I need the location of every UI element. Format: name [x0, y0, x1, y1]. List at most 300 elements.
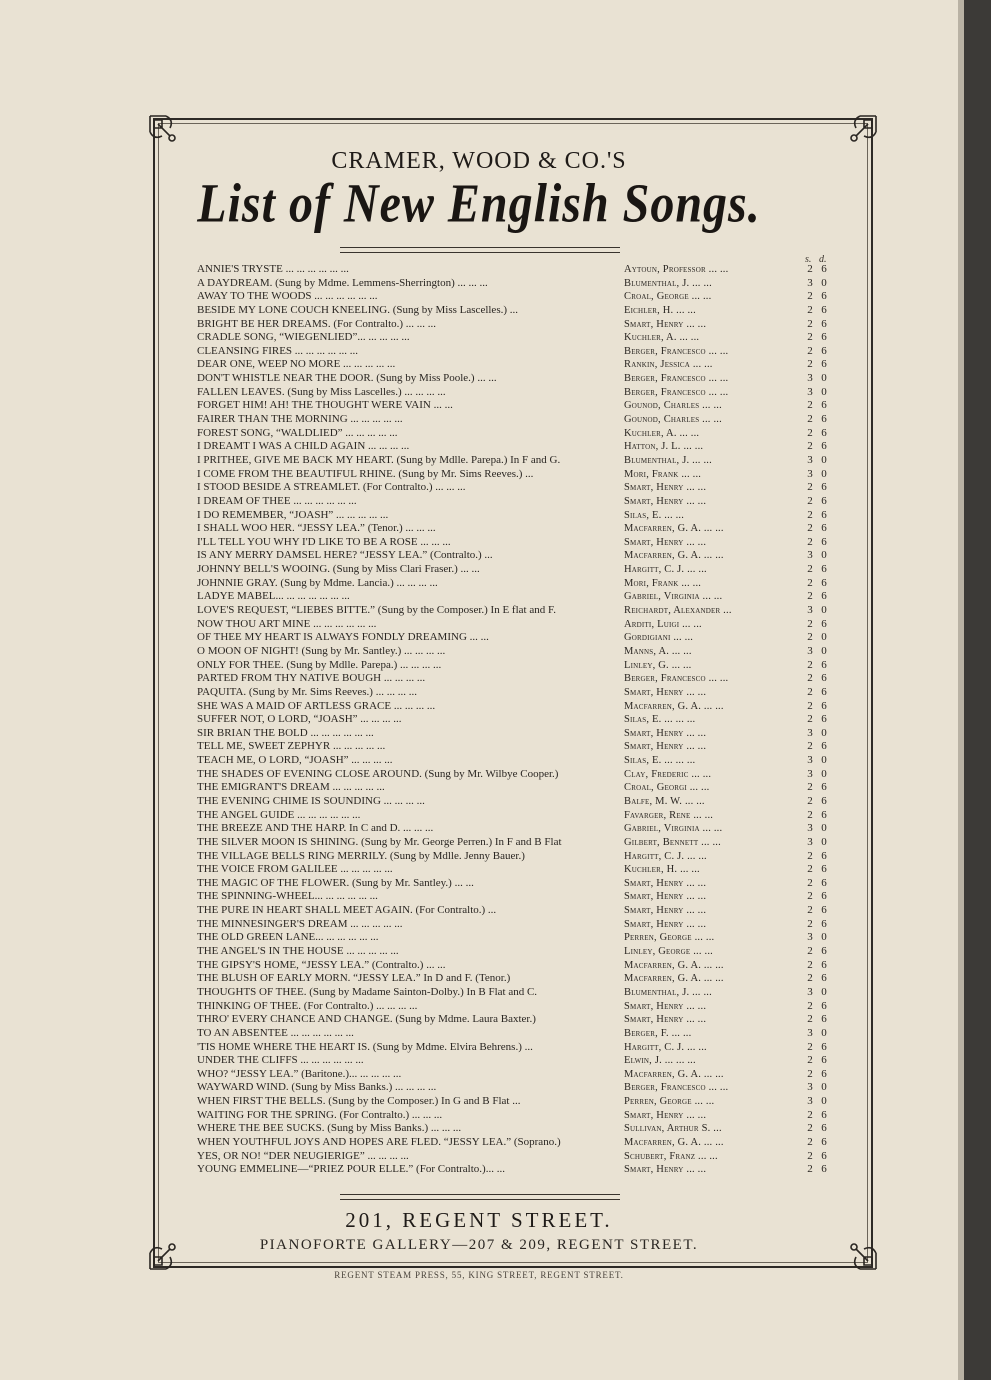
- price-shillings: 2: [807, 713, 813, 726]
- price-pence: 6: [821, 1040, 827, 1053]
- price-shillings: 2: [807, 945, 813, 958]
- song-title: THE GIPSY'S HOME, “JESSY LEA.” (Contralto.) ... ...: [197, 958, 446, 971]
- price-pence: 0: [821, 1095, 827, 1108]
- song-composer: Sullivan, Arthur S. ...: [624, 1123, 722, 1135]
- song-composer: Blumenthal, J. ... ...: [624, 277, 712, 289]
- song-composer: Rankin, Jessica ... ...: [624, 359, 713, 371]
- song-row: [197, 904, 837, 918]
- song-title: TELL ME, SWEET ZEPHYR ... ... ... ... ...: [197, 740, 386, 753]
- song-list: [197, 263, 837, 1177]
- song-row: [197, 263, 837, 277]
- song-title: PARTED FROM THY NATIVE BOUGH ... ... ... ...: [197, 672, 426, 685]
- song-row: [197, 468, 837, 482]
- song-title: UNDER THE CLIFFS ... ... ... ... ... ...: [197, 1054, 364, 1067]
- song-title: WHERE THE BEE SUCKS. (Sung by Miss Banks.) ... ... ...: [197, 1122, 462, 1135]
- price-shillings: 3: [807, 726, 813, 739]
- song-title: TO AN ABSENTEE ... ... ... ... ... ...: [197, 1026, 354, 1039]
- song-title: THE BREEZE AND THE HARP. In C and D. ... ... ...: [197, 822, 434, 835]
- price-shillings: 2: [807, 1054, 813, 1067]
- song-composer: Arditi, Luigi ... ...: [624, 618, 702, 630]
- song-composer: Smart, Henry ... ...: [624, 905, 707, 917]
- song-title: FALLEN LEAVES. (Sung by Miss Lascelles.) ... ... ... ...: [197, 385, 446, 398]
- song-row: [197, 618, 837, 632]
- song-title: WHEN FIRST THE BELLS. (Sung by the Composer.) In G and B Flat ...: [197, 1095, 521, 1108]
- song-row: [197, 972, 837, 986]
- song-composer: Smart, Henry ... ...: [624, 891, 707, 903]
- song-row: [197, 1027, 837, 1041]
- price-shillings: 2: [807, 917, 813, 930]
- song-title: SIR BRIAN THE BOLD ... ... ... ... ... ...: [197, 726, 374, 739]
- song-composer: Smart, Henry ... ...: [624, 727, 707, 739]
- song-row: [197, 959, 837, 973]
- price-pence: 0: [821, 767, 827, 780]
- song-composer: Silas, E. ... ...: [624, 509, 685, 521]
- song-composer: Perren, George ... ...: [624, 932, 715, 944]
- song-title: SHE WAS A MAID OF ARTLESS GRACE ... ... ... ...: [197, 699, 436, 712]
- song-composer: Blumenthal, J. ... ...: [624, 454, 712, 466]
- corner-ornament-top-right: [844, 112, 880, 148]
- price-pence: 6: [821, 1013, 827, 1026]
- song-title: DEAR ONE, WEEP NO MORE ... ... ... ... ...: [197, 358, 396, 371]
- price-shillings: 2: [807, 1108, 813, 1121]
- bottom-rule: [340, 1194, 620, 1200]
- price-pence: 6: [821, 876, 827, 889]
- price-pence: 6: [821, 290, 827, 303]
- price-pence: 6: [821, 358, 827, 371]
- song-title: 'TIS HOME WHERE THE HEART IS. (Sung by Mdme. Elvira Behrens.) ...: [197, 1040, 533, 1053]
- song-composer: Schubert, Franz ... ...: [624, 1150, 718, 1162]
- price-shillings: 2: [807, 303, 813, 316]
- price-pence: 6: [821, 672, 827, 685]
- price-shillings: 2: [807, 890, 813, 903]
- song-row: [197, 1109, 837, 1123]
- song-title: CLEANSING FIRES ... ... ... ... ... ...: [197, 344, 359, 357]
- song-composer: Gounod, Charles ... ...: [624, 414, 722, 426]
- song-composer: Gilbert, Bennett ... ...: [624, 836, 721, 848]
- song-composer: Gabriel, Virginia ... ...: [624, 823, 723, 835]
- song-composer: Berger, Francesco ... ...: [624, 673, 729, 685]
- price-shillings: 2: [807, 413, 813, 426]
- price-shillings: 2: [807, 699, 813, 712]
- song-row: [197, 509, 837, 523]
- song-composer: Perren, George ... ...: [624, 1096, 715, 1108]
- price-pence: 6: [821, 1054, 827, 1067]
- song-title: SUFFER NOT, O LORD, “JOASH” ... ... ... ...: [197, 713, 402, 726]
- price-pence: 6: [821, 713, 827, 726]
- song-row: [197, 945, 837, 959]
- price-shillings: 2: [807, 263, 813, 275]
- price-shillings: 2: [807, 794, 813, 807]
- price-pence: 0: [821, 1081, 827, 1094]
- song-row: [197, 577, 837, 591]
- song-composer: Blumenthal, J. ... ...: [624, 986, 712, 998]
- price-pence: 6: [821, 1108, 827, 1121]
- song-row: [197, 1122, 837, 1136]
- song-title: WHO? “JESSY LEA.” (Baritone.)... ... ... ... ...: [197, 1067, 402, 1080]
- song-composer: Macfarren, G. A. ... ...: [624, 1068, 724, 1080]
- song-title: WAYWARD WIND. (Sung by Miss Banks.) ... ... ... ...: [197, 1081, 437, 1094]
- price-pence: 6: [821, 563, 827, 576]
- price-shillings: 3: [807, 822, 813, 835]
- price-pence: 6: [821, 440, 827, 453]
- price-pence: 6: [821, 863, 827, 876]
- song-row: [197, 740, 837, 754]
- song-composer: Smart, Henry ... ...: [624, 1109, 707, 1121]
- price-shillings: 3: [807, 549, 813, 562]
- price-pence: 0: [821, 631, 827, 644]
- song-title: FORGET HIM! AH! THE THOUGHT WERE VAIN ... ...: [197, 399, 453, 412]
- song-composer: Eichler, H. ... ...: [624, 304, 696, 316]
- price-shillings: 2: [807, 1013, 813, 1026]
- song-row: [197, 1013, 837, 1027]
- price-shillings: 3: [807, 767, 813, 780]
- price-shillings: 2: [807, 290, 813, 303]
- price-shillings: 3: [807, 1081, 813, 1094]
- song-row: [197, 1054, 837, 1068]
- price-shillings: 2: [807, 440, 813, 453]
- price-pence: 0: [821, 372, 827, 385]
- song-composer: Smart, Henry ... ...: [624, 1164, 707, 1176]
- price-shillings: 2: [807, 958, 813, 971]
- song-title: THE SHADES OF EVENING CLOSE AROUND. (Sung by Mr. Wilbye Cooper.): [197, 767, 559, 780]
- price-shillings: 2: [807, 631, 813, 644]
- song-title: I PRITHEE, GIVE ME BACK MY HEART. (Sung by Mdlle. Parepa.) In F and G.: [197, 453, 561, 466]
- song-composer: Smart, Henry ... ...: [624, 482, 707, 494]
- price-shillings: 2: [807, 1136, 813, 1148]
- price-pence: 6: [821, 303, 827, 316]
- song-composer: Silas, E. ... ... ...: [624, 714, 696, 726]
- price-pence: 6: [821, 331, 827, 344]
- song-title: WHEN YOUTHFUL JOYS AND HOPES ARE FLED. “JESSY LEA.” (Soprano.): [197, 1136, 561, 1148]
- price-pence: 6: [821, 740, 827, 753]
- song-composer: Macfarren, G. A. ... ...: [624, 973, 724, 985]
- price-pence: 0: [821, 835, 827, 848]
- song-title: I COME FROM THE BEAUTIFUL RHINE. (Sung by Mr. Sims Reeves.) ...: [197, 467, 534, 480]
- song-composer: Smart, Henry ... ...: [624, 918, 707, 930]
- song-row: [197, 304, 837, 318]
- price-pence: 6: [821, 1163, 827, 1176]
- price-shillings: 3: [807, 931, 813, 944]
- price-pence: 6: [821, 413, 827, 426]
- song-row: [197, 345, 837, 359]
- price-pence: 6: [821, 794, 827, 807]
- song-title: THE ANGEL GUIDE ... ... ... ... ... ...: [197, 808, 361, 821]
- song-title: YES, OR NO! “DER NEUGIERIGE” ... ... ... ...: [197, 1149, 409, 1162]
- song-title: LOVE'S REQUEST, “LIEBES BITTE.” (Sung by the Composer.) In E flat and F.: [197, 604, 556, 617]
- song-title: NOW THOU ART MINE ... ... ... ... ... ...: [197, 617, 377, 630]
- song-row: [197, 700, 837, 714]
- song-composer: Croal, Georgi ... ...: [624, 782, 710, 794]
- price-pence: 0: [821, 385, 827, 398]
- song-row: [197, 1068, 837, 1082]
- price-pence: 6: [821, 1136, 827, 1148]
- song-row: [197, 986, 837, 1000]
- song-composer: Hargitt, C. J. ... ...: [624, 1041, 707, 1053]
- song-row: [197, 454, 837, 468]
- price-pence: 6: [821, 590, 827, 603]
- price-shillings: 2: [807, 522, 813, 535]
- price-shillings: 2: [807, 808, 813, 821]
- song-title: AWAY TO THE WOODS ... ... ... ... ... ...: [197, 290, 378, 303]
- song-composer: Smart, Henry ... ...: [624, 1014, 707, 1026]
- song-composer: Linley, George ... ...: [624, 946, 713, 958]
- price-shillings: 2: [807, 494, 813, 507]
- song-row: [197, 372, 837, 386]
- song-title: I'LL TELL YOU WHY I'D LIKE TO BE A ROSE ... ... ...: [197, 535, 451, 548]
- song-row: [197, 290, 837, 304]
- price-shillings: 3: [807, 754, 813, 767]
- song-row: [197, 481, 837, 495]
- song-composer: Berger, Francesco ... ...: [624, 386, 729, 398]
- price-shillings: 2: [807, 1149, 813, 1162]
- song-title: A DAYDREAM. (Sung by Mdme. Lemmens-Sherrington) ... ... ...: [197, 276, 488, 289]
- song-title: THE VILLAGE BELLS RING MERRILY. (Sung by Mdlle. Jenny Bauer.): [197, 849, 525, 862]
- price-pence: 6: [821, 535, 827, 548]
- price-pence: 0: [821, 604, 827, 617]
- song-composer: Gounod, Charles ... ...: [624, 400, 722, 412]
- song-composer: Smart, Henry ... ...: [624, 741, 707, 753]
- song-composer: Hatton, J. L. ... ...: [624, 441, 704, 453]
- song-row: [197, 877, 837, 891]
- song-title: THE EMIGRANT'S DREAM ... ... ... ... ...: [197, 781, 385, 794]
- song-title: O MOON OF NIGHT! (Sung by Mr. Santley.) ... ... ... ...: [197, 644, 446, 657]
- price-shillings: 3: [807, 453, 813, 466]
- song-row: [197, 686, 837, 700]
- price-pence: 6: [821, 1149, 827, 1162]
- song-composer: Gabriel, Virginia ... ...: [624, 591, 723, 603]
- price-pence: 6: [821, 699, 827, 712]
- price-pence: 6: [821, 508, 827, 521]
- song-row: [197, 863, 837, 877]
- song-title: OF THEE MY HEART IS ALWAYS FONDLY DREAMING ... ...: [197, 631, 489, 644]
- price-pence: 6: [821, 999, 827, 1012]
- song-title: THOUGHTS OF THEE. (Sung by Madame Sainton-Dolby.) In B Flat and C.: [197, 985, 538, 998]
- song-row: [197, 1163, 837, 1177]
- song-composer: Linley, G. ... ...: [624, 659, 692, 671]
- song-composer: Berger, Francesco ... ...: [624, 373, 729, 385]
- price-shillings: 3: [807, 467, 813, 480]
- song-title: BESIDE MY LONE COUCH KNEELING. (Sung by Miss Lascelles.) ...: [197, 303, 519, 316]
- song-row: [197, 522, 837, 536]
- song-row: [197, 795, 837, 809]
- printer-imprint: REGENT STEAM PRESS, 55, KING STREET, REGENT STREET.: [334, 1270, 624, 1280]
- song-composer: Smart, Henry ... ...: [624, 495, 707, 507]
- song-row: [197, 358, 837, 372]
- song-title: CRADLE SONG, “WIEGENLIED”... ... ... ... ...: [197, 331, 410, 344]
- song-composer: Kuchler, A. ... ...: [624, 427, 700, 439]
- song-title: THE SPINNING-WHEEL... ... ... ... ... ...: [197, 890, 378, 903]
- price-pence: 6: [821, 917, 827, 930]
- song-composer: Macfarren, G. A. ... ...: [624, 959, 724, 971]
- song-composer: Silas, E. ... ... ...: [624, 755, 696, 767]
- song-row: [197, 386, 837, 400]
- song-row: [197, 549, 837, 563]
- price-shillings: 2: [807, 999, 813, 1012]
- shillings-header: s.: [805, 254, 812, 265]
- song-row: [197, 331, 837, 345]
- song-composer: Croal, George ... ...: [624, 291, 712, 303]
- price-shillings: 2: [807, 399, 813, 412]
- song-title: I SHALL WOO HER. “JESSY LEA.” (Tenor.) ... ... ...: [197, 522, 436, 535]
- price-pence: 6: [821, 317, 827, 330]
- price-shillings: 2: [807, 972, 813, 985]
- song-composer: Hargitt, C. J. ... ...: [624, 564, 707, 576]
- song-row: [197, 1000, 837, 1014]
- price-pence: 6: [821, 399, 827, 412]
- song-row: [197, 822, 837, 836]
- price-pence: 6: [821, 576, 827, 589]
- address: 201, REGENT STREET.: [345, 1208, 613, 1232]
- price-shillings: 2: [807, 849, 813, 862]
- price-shillings: 2: [807, 344, 813, 357]
- price-pence: 6: [821, 808, 827, 821]
- song-composer: Reichardt, Alexander ...: [624, 605, 732, 617]
- song-title: WAITING FOR THE SPRING. (For Contralto.) ... ... ...: [197, 1108, 443, 1121]
- price-pence: 6: [821, 344, 827, 357]
- song-row: [197, 659, 837, 673]
- price-shillings: 2: [807, 672, 813, 685]
- price-shillings: 2: [807, 331, 813, 344]
- song-row: [197, 809, 837, 823]
- price-pence: 6: [821, 522, 827, 535]
- song-title: THE MAGIC OF THE FLOWER. (Sung by Mr. Santley.) ... ...: [197, 876, 474, 889]
- price-pence: 6: [821, 890, 827, 903]
- song-composer: Berger, F. ... ...: [624, 1027, 692, 1039]
- song-row: [197, 836, 837, 850]
- price-pence: 6: [821, 494, 827, 507]
- song-composer: Hargitt, C. J. ... ...: [624, 850, 707, 862]
- song-title: THE VOICE FROM GALILEE ... ... ... ... ...: [197, 863, 393, 876]
- price-shillings: 2: [807, 590, 813, 603]
- song-composer: Balfe, M. W. ... ...: [624, 795, 705, 807]
- song-composer: Mori, Frank ... ...: [624, 468, 702, 480]
- song-composer: Manns, A. ... ...: [624, 645, 692, 657]
- song-title: IS ANY MERRY DAMSEL HERE? “JESSY LEA.” (Contralto.) ...: [197, 549, 493, 562]
- song-row: [197, 713, 837, 727]
- price-shillings: 2: [807, 1040, 813, 1053]
- price-pence: 6: [821, 481, 827, 494]
- song-title: ANNIE'S TRYSTE ... ... ... ... ... ...: [197, 263, 349, 275]
- price-shillings: 2: [807, 1163, 813, 1176]
- price-pence: 6: [821, 904, 827, 917]
- song-title: THRO' EVERY CHANCE AND CHANGE. (Sung by Mdme. Laura Baxter.): [197, 1013, 536, 1026]
- corner-ornament-top-left: [146, 112, 182, 148]
- price-pence: 0: [821, 931, 827, 944]
- song-title: THE MINNESINGER'S DREAM ... ... ... ... ...: [197, 917, 403, 930]
- song-composer: Gordigiani ... ...: [624, 632, 694, 644]
- song-title: I DREAM OF THEE ... ... ... ... ... ...: [197, 494, 357, 507]
- song-row: [197, 754, 837, 768]
- song-composer: Smart, Henry ... ...: [624, 686, 707, 698]
- song-row: [197, 781, 837, 795]
- price-shillings: 2: [807, 317, 813, 330]
- price-shillings: 2: [807, 876, 813, 889]
- song-composer: Elwin, J. ... ... ...: [624, 1055, 696, 1067]
- song-title: LADYE MABEL... ... ... ... ... ... ...: [197, 590, 350, 603]
- song-row: [197, 1136, 837, 1150]
- song-composer: Macfarren, G. A. ... ...: [624, 700, 724, 712]
- song-row: [197, 768, 837, 782]
- song-title: TEACH ME, O LORD, “JOASH” ... ... ... ...: [197, 754, 393, 767]
- price-shillings: 3: [807, 385, 813, 398]
- song-composer: Berger, Francesco ... ...: [624, 345, 729, 357]
- price-shillings: 2: [807, 535, 813, 548]
- price-shillings: 2: [807, 508, 813, 521]
- price-shillings: 3: [807, 276, 813, 289]
- price-shillings: 2: [807, 1122, 813, 1135]
- song-composer: Kuchler, A. ... ...: [624, 332, 700, 344]
- song-row: [197, 918, 837, 932]
- song-row: [197, 427, 837, 441]
- price-pence: 6: [821, 781, 827, 794]
- price-pence: 6: [821, 426, 827, 439]
- price-shillings: 2: [807, 863, 813, 876]
- publisher-heading: CRAMER, WOOD & CO.'S: [331, 148, 627, 174]
- song-composer: Macfarren, G. A. ... ...: [624, 523, 724, 535]
- song-composer: Smart, Henry ... ...: [624, 318, 707, 330]
- title-rule: [340, 247, 620, 253]
- price-shillings: 2: [807, 576, 813, 589]
- song-composer: Smart, Henry ... ...: [624, 1000, 707, 1012]
- song-title: THE OLD GREEN LANE... ... ... ... ... ...: [197, 931, 379, 944]
- song-row: [197, 318, 837, 332]
- song-composer: Macfarren, G. A. ... ...: [624, 550, 724, 562]
- price-shillings: 2: [807, 904, 813, 917]
- song-title: ONLY FOR THEE. (Sung by Mdlle. Parepa.) ... ... ... ...: [197, 658, 442, 671]
- gallery-address: PIANOFORTE GALLERY—207 & 209, REGENT STREET.: [259, 1237, 699, 1253]
- price-pence: 0: [821, 276, 827, 289]
- song-row: [197, 1150, 837, 1164]
- song-title: YOUNG EMMELINE—“PRIEZ POUR ELLE.” (For Contralto.)... ...: [197, 1163, 505, 1176]
- price-shillings: 3: [807, 835, 813, 848]
- song-composer: Smart, Henry ... ...: [624, 536, 707, 548]
- song-title: JOHNNY BELL'S WOOING. (Sung by Miss Clari Fraser.) ... ...: [197, 563, 480, 576]
- price-shillings: 2: [807, 617, 813, 630]
- song-row: [197, 536, 837, 550]
- price-shillings: 2: [807, 685, 813, 698]
- song-row: [197, 399, 837, 413]
- song-title: FAIRER THAN THE MORNING ... ... ... ... ...: [197, 413, 403, 426]
- song-row: [197, 631, 837, 645]
- price-pence: 6: [821, 972, 827, 985]
- song-title: THE BLUSH OF EARLY MORN. “JESSY LEA.” In D and F. (Tenor.): [197, 972, 511, 985]
- price-shillings: 2: [807, 781, 813, 794]
- pence-header: d.: [819, 254, 827, 265]
- price-shillings: 3: [807, 985, 813, 998]
- song-row: [197, 277, 837, 291]
- song-row: [197, 495, 837, 509]
- price-pence: 0: [821, 549, 827, 562]
- song-composer: Mori, Frank ... ...: [624, 577, 702, 589]
- price-pence: 0: [821, 453, 827, 466]
- song-composer: Favarger, Rene ... ...: [624, 809, 714, 821]
- page-edge: [958, 0, 964, 1380]
- price-shillings: 2: [807, 563, 813, 576]
- price-shillings: 2: [807, 1067, 813, 1080]
- price-pence: 0: [821, 726, 827, 739]
- price-shillings: 2: [807, 426, 813, 439]
- price-pence: 6: [821, 1122, 827, 1135]
- song-row: [197, 590, 837, 604]
- price-shillings: 3: [807, 1095, 813, 1108]
- price-pence: 6: [821, 685, 827, 698]
- price-pence: 0: [821, 644, 827, 657]
- price-pence: 0: [821, 754, 827, 767]
- song-row: [197, 1095, 837, 1109]
- price-pence: 6: [821, 849, 827, 862]
- price-pence: 0: [821, 985, 827, 998]
- song-row: [197, 1041, 837, 1055]
